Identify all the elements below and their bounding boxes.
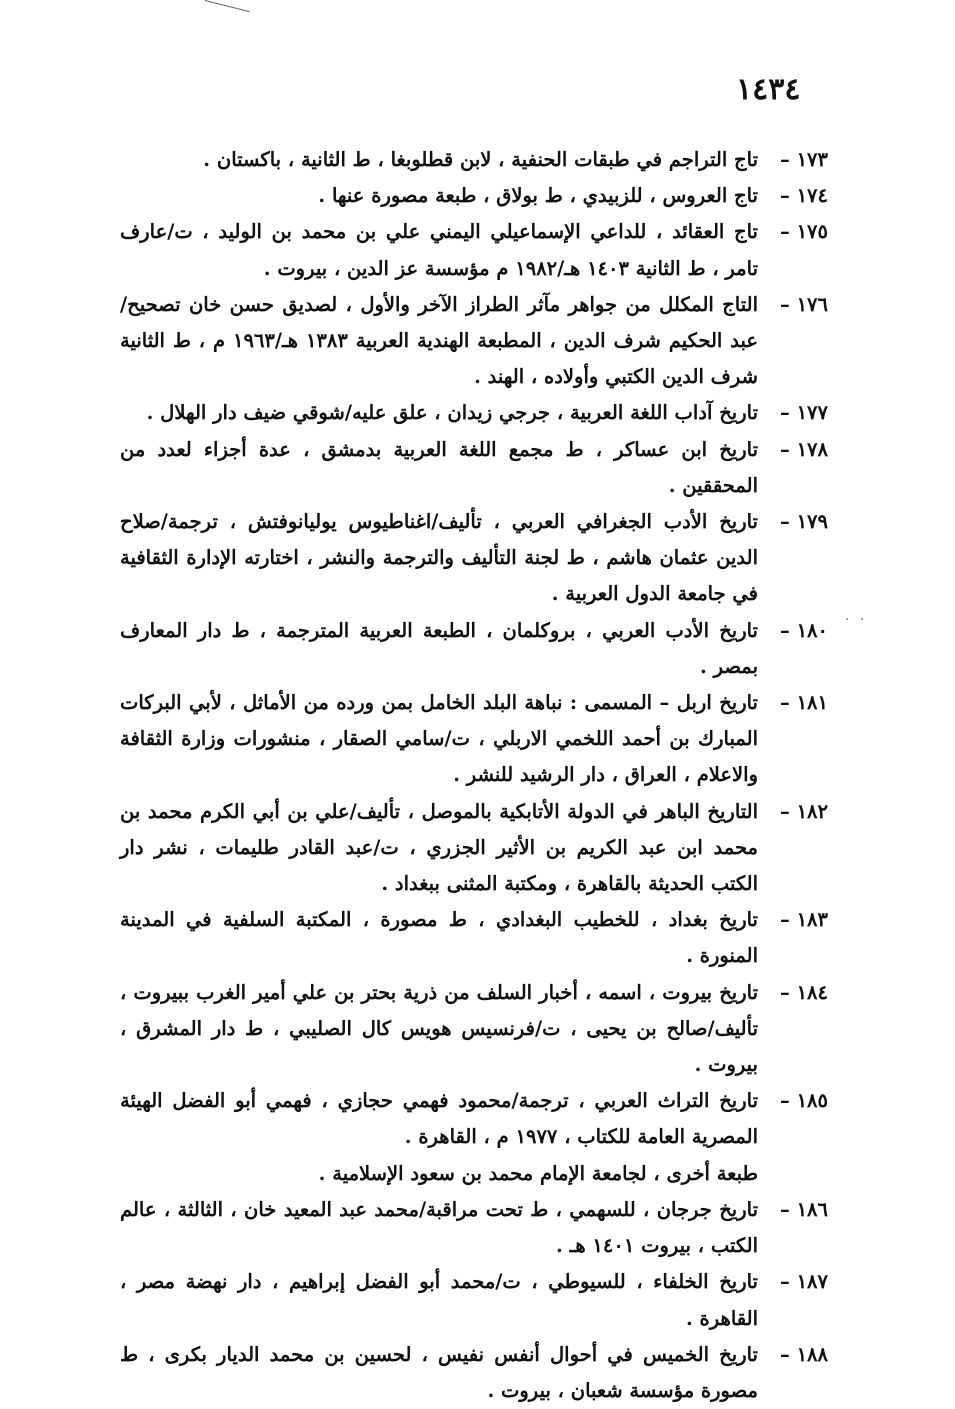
entry-text: التاريخ الباهر في الدولة الأتابكية بالموصل ، تأليف/علي بن أبي الكرم محمد بن محمد ابن عبد الكريم بن الأثير الجزري ، ت/عبد القادر طليمات ، نشر دار الكتب الحديثة بالقاهرة ، ومكتبة المثنى ببغداد .	[120, 799, 758, 896]
page-number: ١٤٣٤	[736, 72, 801, 107]
bibliography-entry	[120, 794, 828, 903]
entry-text: تاريخ الخميس في أحوال أنفس نفيس ، لحسين بن محمد الديار بكرى ، ط مصورة مؤسسة شعبان ، بيروت .	[120, 1342, 758, 1402]
bibliography-entry	[120, 1083, 828, 1155]
entry-number: ١٧٨ –	[764, 432, 828, 468]
bibliography-entry	[120, 975, 828, 1084]
bibliography-entry	[120, 214, 828, 286]
bibliography-entry	[120, 902, 828, 974]
entry-text: تاريخ ابن عساكر ، ط مجمع اللغة العربية بدمشق ، عدة أجزاء لعدد من المحققين .	[120, 437, 758, 497]
entry-number: ١٧٩ –	[764, 504, 828, 540]
bibliography-list	[120, 142, 828, 1409]
entry-text: تاج العروس ، للزبيدي ، ط بولاق ، طبعة مصورة عنها .	[318, 184, 758, 208]
bibliography-entry	[120, 1337, 828, 1409]
entry-text: تاريخ التراث العربي ، ترجمة/محمود فهمي حجازي ، فهمي أبو الفضل الهيئة المصرية العامة للكتاب ، ١٩٧٧ م ، القاهرة .	[120, 1089, 758, 1149]
entry-text: تاج التراجم في طبقات الحنفية ، لابن قطلوبغا ، ط الثانية ، باكستان .	[203, 148, 758, 171]
entry-text: تاريخ الخلفاء ، للسيوطي ، ت/محمد أبو الفضل إبراهيم ، دار نهضة مصر ، القاهرة .	[120, 1270, 758, 1330]
bibliography-entry	[120, 504, 828, 613]
entry-number: ١٨٨ –	[764, 1337, 828, 1373]
bibliography-entry	[120, 142, 828, 178]
entry-number: ١٨٠ –	[764, 613, 828, 649]
entry-number: ١٧٥ –	[764, 214, 828, 250]
entry-text: تاريخ الأدب الجغرافي العربي ، تأليف/اغناطيوس يوليانوفتش ، ترجمة/صلاح الدين عثمان هاشم ، ط لجنة التأليف والترجمة والنشر ، اختارته الإدارة الثقافية في جامعة الدول العربية .	[120, 510, 758, 606]
bibliography-entry	[120, 395, 828, 431]
entry-number: ١٨٥ –	[764, 1083, 828, 1119]
entry-number: ١٨٤ –	[764, 975, 828, 1011]
entry-text: تاج العقائد ، للداعي الإسماعيلي اليمني علي بن محمد بن الوليد ، ت/عارف تامر ، ط الثانية ١٤٠٣ هـ/١٩٨٢ م مؤسسة عز الدين ، بيروت .	[120, 220, 758, 280]
entry-number: ١٧٦ –	[764, 287, 828, 323]
entry-number: ١٧٧ –	[764, 395, 828, 431]
entry-number: ١٨١ –	[764, 685, 828, 721]
entry-text: التاج المكلل من جواهر مآثر الطراز الآخر والأول ، لصديق حسن خان تصحيح/عبد الحكيم شرف الدين ، المطبعة الهندية العربية ١٣٨٣ هـ/١٩٦٣ م ، ط الثانية شرف الدين الكتبي وأولاده ، الهند .	[120, 292, 758, 389]
bibliography-entry	[120, 685, 828, 794]
entry-number: ١٨٦ –	[764, 1192, 828, 1228]
bibliography-entry	[120, 178, 828, 214]
entry-text: تاريخ بغداد ، للخطيب البغدادي ، ط مصورة ، المكتبة السلفية في المدينة المنورة .	[120, 908, 758, 968]
entry-text: تاريخ آداب اللغة العربية ، جرجي زيدان ، علق عليه/شوقي ضيف دار الهلال .	[146, 401, 758, 425]
bibliography-entry	[120, 613, 828, 685]
bibliography-entry	[120, 287, 828, 396]
entry-number: ١٧٤ –	[764, 178, 828, 214]
bibliography-entry	[120, 432, 828, 504]
entry-text: تاريخ جرجان ، للسهمي ، ط تحت مراقبة/محمد عبد المعيد خان ، الثالثة ، عالم الكتب ، بيروت ١٤٠١ هـ .	[120, 1197, 758, 1258]
scan-artifact-line	[202, 0, 249, 22]
entry-note: طبعة أخرى ، لجامعة الإمام محمد بن سعود الإسلامية .	[318, 1161, 758, 1185]
bibliography-entry	[120, 1192, 828, 1264]
entry-number: ١٧٣ –	[764, 142, 828, 178]
entry-number: ١٨٣ –	[764, 902, 828, 938]
entry-number: ١٨٧ –	[764, 1264, 828, 1300]
entry-text: تاريخ بيروت ، اسمه ، أخبار السلف من ذرية بحتر بن علي أمير الغرب ببيروت ، تأليف/صالح بن يحيى ، ت/فرنسيس هويس كال الصليبي ، ط دار المشرق ، بيروت .	[120, 980, 758, 1077]
scan-dots: . .	[845, 608, 868, 624]
entry-text: تاريخ الأدب العربي ، بروكلمان ، الطبعة العربية المترجمة ، ط دار المعارف بمصر .	[120, 618, 758, 678]
entry-text: تاريخ اربل – المسمى : نباهة البلد الخامل بمن ورده من الأماثل ، لأبي البركات المبارك بن أحمد اللخمي الاربلي ، ت/سامي الصقار ، منشورات وزارة الثقافة والاعلام ، العراق ، دار الرشيد للنشر .	[120, 691, 758, 787]
bibliography-entry	[120, 1264, 828, 1336]
entry-number: ١٨٢ –	[764, 794, 828, 830]
